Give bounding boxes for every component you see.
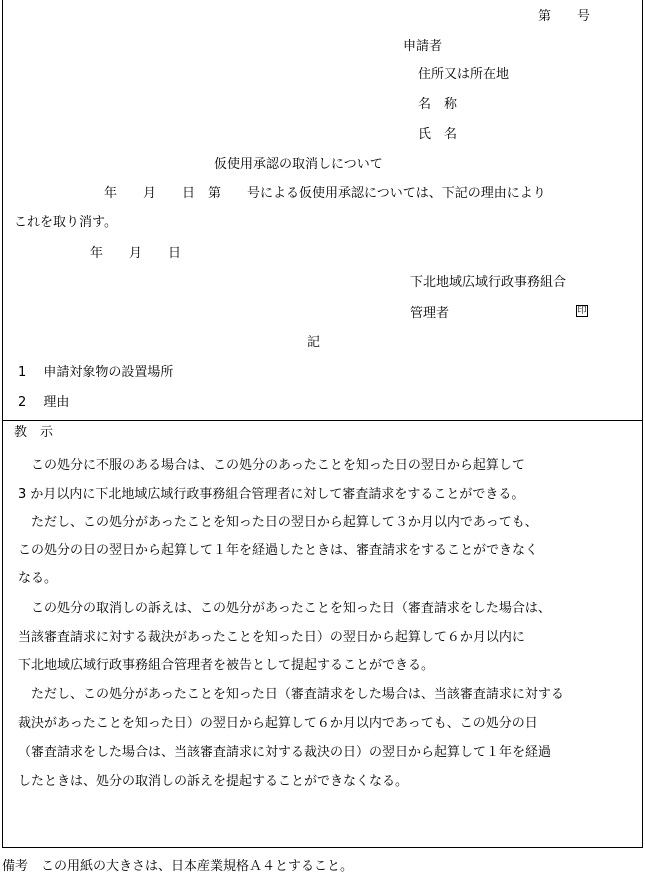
notice-line: 3 か月以内に下北地域広域行政事務組合管理者に対して審査請求をすることができる。 [18, 487, 525, 502]
notice-heading: 教 示 [14, 425, 54, 440]
body-text-line2: これを取り消す。 [14, 215, 117, 230]
notice-line: この処分の取消しの訴えは、この処分があったことを知った日（審査請求をした場合は、 [18, 601, 551, 616]
item-installation-location: 1 申請対象物の設置場所 [18, 365, 174, 380]
remark-note: 備考 この用紙の大きさは、日本産業規格Ａ４とすること。 [2, 859, 354, 874]
notice-line: 当該審査請求に対する裁決があったことを知った日）の翌日から起算して６か月以内に [18, 630, 525, 645]
notice-line: 裁決があったことを知った日）の翌日から起算して６か月以内であっても、この処分の日 [18, 716, 538, 731]
seal-mark: 印 [577, 306, 587, 316]
document-number: 第 号 [538, 9, 591, 24]
notice-line: この処分の日の翌日から起算して１年を経過したときは、審査請求をすることができなく [18, 543, 539, 558]
document-title: 仮使用承認の取消しについて [214, 157, 383, 172]
section-divider [2, 420, 643, 421]
person-name-label: 氏 名 [418, 127, 458, 142]
corp-name-label: 名 称 [418, 97, 458, 112]
notice-line: ただし、この処分があったことを知った日（審査請求をした場合は、当該審査請求に対する [18, 687, 564, 702]
notice-line: 下北地域広域行政事務組合管理者を被告として提起することができる。 [18, 658, 435, 673]
ki-label: 記 [307, 335, 321, 350]
address-label: 住所又は所在地 [418, 67, 510, 82]
body-text-line1: 年 月 日 第 号による仮使用承認については、下記の理由により [104, 186, 546, 201]
organization-name: 下北地域広域行政事務組合 [410, 275, 567, 290]
applicant-label: 申請者 [403, 39, 443, 54]
item-reason: 2 理由 [18, 395, 70, 410]
issue-date: 年 月 日 [90, 246, 182, 261]
notice-line: ただし、この処分があったことを知った日の翌日から起算して３か月以内であっても、 [18, 515, 538, 530]
notice-line: したときは、処分の取消しの訴えを提起することができなくなる。 [18, 774, 409, 789]
notice-line: この処分に不服のある場合は、この処分のあったことを知った日の翌日から起算して [18, 458, 525, 473]
manager-label: 管理者 [410, 306, 450, 321]
notice-line: なる。 [18, 571, 58, 586]
notice-line: （審査請求をした場合は、当該審査請求に対する裁決の日）の翌日から起算して１年を経過 [18, 745, 552, 760]
